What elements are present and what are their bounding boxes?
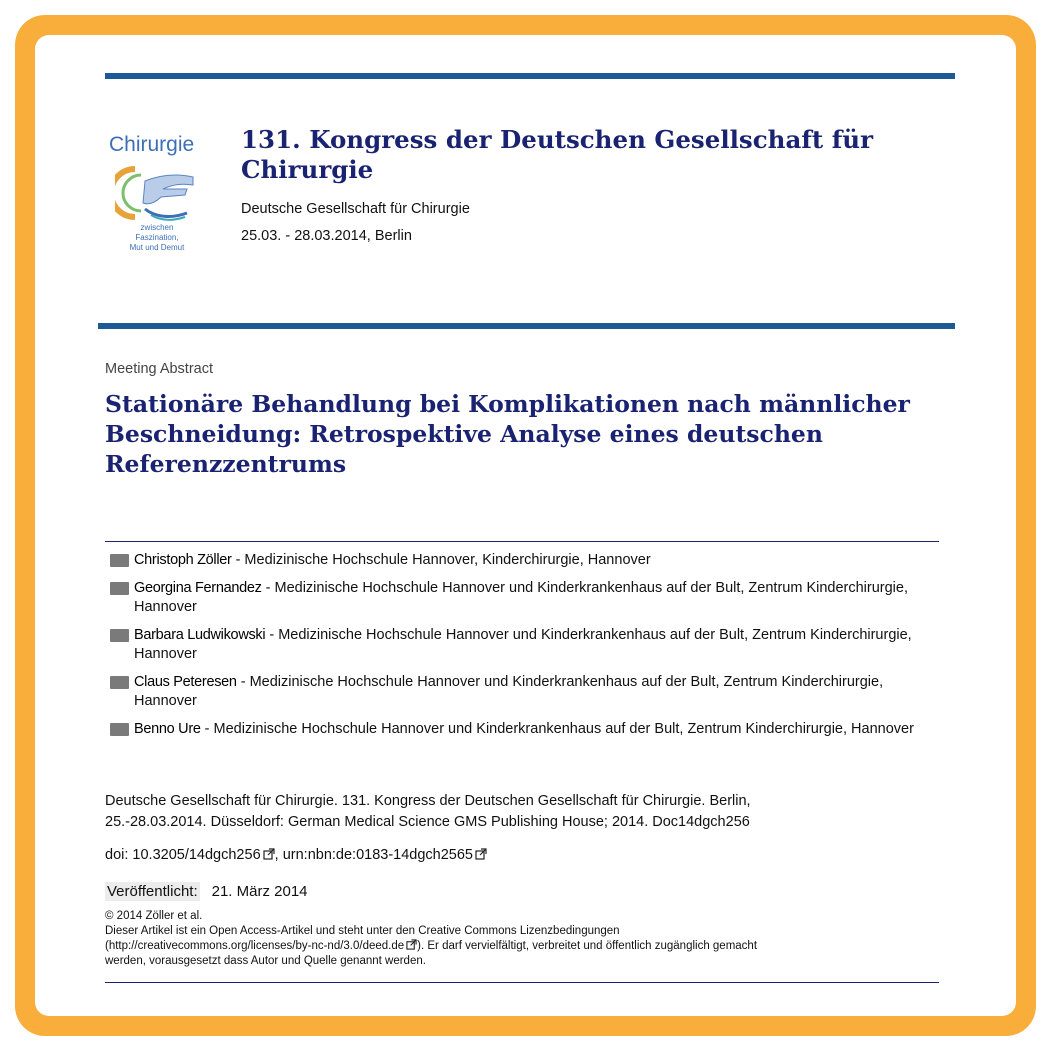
conference-title: 131. Kongress der Deutschen Gesellschaft für Chirurgie [241, 125, 873, 184]
page-content [35, 35, 1016, 1016]
author-item [108, 551, 938, 571]
urn-link[interactable]: urn:nbn:de:0183-14dgch2565 [282, 847, 473, 863]
author-item [108, 579, 938, 618]
abstract-title: Stationäre Behandlung bei Komplikationen nach männlicher Beschneidung: Retrospektive Analyse eines deutschen Referenzzentrums [105, 390, 910, 478]
author-list [108, 551, 938, 747]
logo-title: Chirurgie [109, 133, 195, 156]
square-bullet-icon[interactable] [110, 554, 129, 567]
footer-divider [105, 982, 939, 983]
author-item [108, 673, 938, 712]
logo-hand-icon [115, 163, 197, 223]
citation: Deutsche Gesellschaft für Chirurgie. 131. Kongress der Deutschen Gesellschaft für Chirurgie. Berlin, 25.-28.03.2014. Düsseldorf: German Medical Science GMS Publishing House; 2014. Doc14dgch256 [105, 793, 751, 830]
author-affiliation: - Medizinische Hochschule Hannover, Kinderchirurgie, Hannover [231, 552, 651, 568]
external-link-icon[interactable] [263, 848, 275, 860]
author-name: Christoph Zöller [134, 552, 232, 568]
identifiers: doi: 10.3205/14dgch256 , urn:nbn:de:0183-14dgch2565 [105, 847, 487, 863]
square-bullet-icon[interactable] [110, 676, 129, 689]
published-date: 21. März 2014 [211, 883, 308, 900]
author-name: Benno Ure [134, 720, 201, 737]
logo-subtitle: zwischen Faszination, Mut und Demut [129, 223, 185, 252]
author-name: Georgina Fernandez [134, 579, 262, 596]
license-url-link[interactable]: http://creativecommons.org/licenses/by-nc-nd/3.0/deed.de [108, 940, 405, 952]
copyright: © 2014 Zöller et al. [105, 910, 203, 922]
conference-organization: Deutsche Gesellschaft für Chirurgie [241, 201, 470, 217]
license-notice: © 2014 Zöller et al. Dieser Artikel ist ein Open Access-Artikel und steht unter den Creative Commons Lizenzbedingungen (http://creativecommons.org/licenses/by-nc-nd/3.0/deed.de ). Er darf vervielfältigt, verbreitet und öffentlich zugänglich gemacht werden, vorausgesetzt dass Autor und Quelle genannt werden. [105, 909, 935, 969]
author-name: Barbara Ludwikowski [134, 626, 266, 643]
square-bullet-icon[interactable] [110, 582, 129, 595]
congress-logo [107, 131, 207, 261]
author-affiliation: - Medizinische Hochschule Hannover und Kinderkrankenhaus auf der Bult, Zentrum Kinderchirurgie, Hannover [134, 673, 884, 709]
square-bullet-icon[interactable] [110, 629, 129, 642]
author-affiliation: - Medizinische Hochschule Hannover und Kinderkrankenhaus auf der Bult, Zentrum Kinderchirurgie, Hannover [134, 626, 912, 662]
conference-dates-location: 25.03. - 28.03.2014, Berlin [241, 228, 412, 244]
author-affiliation: - Medizinische Hochschule Hannover und Kinderkrankenhaus auf der Bult, Zentrum Kinderchirurgie, Hannover [134, 579, 908, 615]
author-item [108, 626, 938, 665]
doi-link[interactable]: 10.3205/14dgch256 [132, 847, 261, 863]
author-name: Claus Peteresen [134, 673, 237, 690]
author-item [108, 720, 938, 740]
page-frame [15, 15, 1036, 1036]
published-label: Veröffentlicht: [107, 883, 198, 900]
section-accent-bar [98, 323, 955, 329]
author-affiliation: - Medizinische Hochschule Hannover und Kinderkrankenhaus auf der Bult, Zentrum Kinderchirurgie, Hannover [200, 720, 914, 737]
external-link-icon[interactable] [406, 939, 417, 950]
article-type: Meeting Abstract [105, 361, 213, 377]
square-bullet-icon[interactable] [110, 723, 129, 736]
top-accent-bar [105, 73, 955, 79]
external-link-icon[interactable] [475, 848, 487, 860]
publication-date [105, 883, 308, 900]
authors-divider [105, 541, 939, 542]
